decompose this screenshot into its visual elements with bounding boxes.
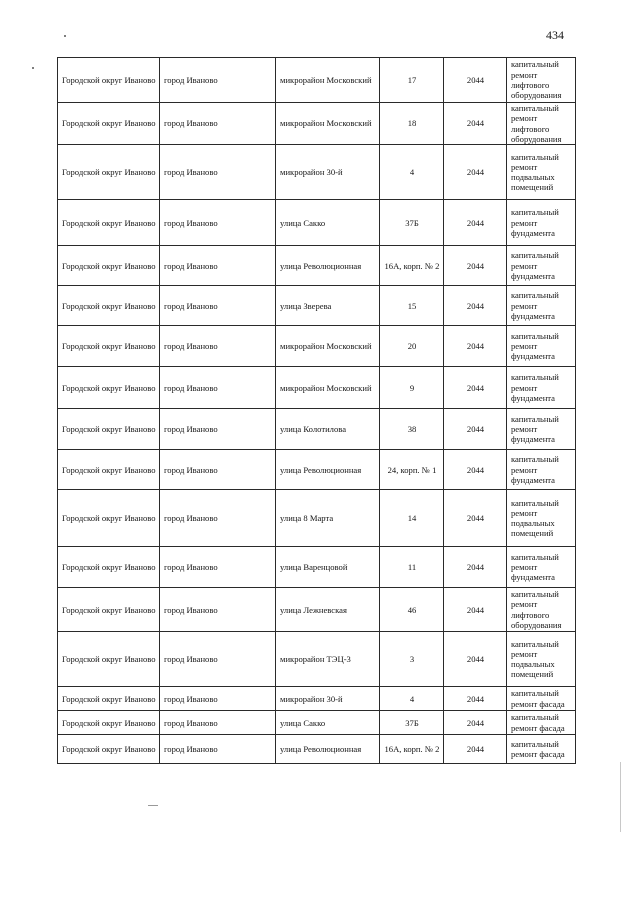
cell-city: город Иваново [160,246,276,286]
cell-city: город Иваново [160,367,276,409]
table-row [58,711,576,735]
cell-city: город Иваново [160,687,276,711]
cell-okrug: Городской округ Иваново [58,58,160,103]
cell-okrug: Городской округ Иваново [58,246,160,286]
cell-street: улица Лежневская [276,588,380,632]
cell-street: улица Зверева [276,286,380,326]
cell-work: капитальный ремонт подвальных помещений [507,145,576,200]
cell-house: 9 [380,367,444,409]
cell-house: 4 [380,145,444,200]
cell-year: 2044 [444,367,507,409]
cell-city: город Иваново [160,735,276,764]
cell-okrug: Городской округ Иваново [58,326,160,367]
table-row [58,103,576,145]
cell-house: 17 [380,58,444,103]
cell-okrug: Городской округ Иваново [58,145,160,200]
cell-work: капитальный ремонт лифтового оборудования [507,103,576,145]
cell-work: капитальный ремонт фундамента [507,246,576,286]
cell-house: 38 [380,409,444,450]
cell-year: 2044 [444,200,507,246]
cell-okrug: Городской округ Иваново [58,367,160,409]
cell-okrug: Городской округ Иваново [58,286,160,326]
table-row [58,632,576,687]
cell-okrug: Городской округ Иваново [58,632,160,687]
cell-year: 2044 [444,547,507,588]
cell-street: микрорайон 30-й [276,687,380,711]
cell-street: микрорайон 30-й [276,145,380,200]
cell-house: 18 [380,103,444,145]
cell-year: 2044 [444,450,507,490]
cell-work: капитальный ремонт фундамента [507,409,576,450]
cell-year: 2044 [444,687,507,711]
cell-street: улица Революционная [276,450,380,490]
cell-street: микрорайон Московский [276,326,380,367]
cell-house: 46 [380,588,444,632]
cell-city: город Иваново [160,547,276,588]
cell-city: город Иваново [160,711,276,735]
cell-city: город Иваново [160,145,276,200]
table-row [58,58,576,103]
cell-okrug: Городской округ Иваново [58,409,160,450]
cell-street: микрорайон Московский [276,367,380,409]
cell-house: 20 [380,326,444,367]
cell-city: город Иваново [160,588,276,632]
cell-okrug: Городской округ Иваново [58,588,160,632]
cell-year: 2044 [444,588,507,632]
table-row [58,450,576,490]
cell-house: 3 [380,632,444,687]
cell-year: 2044 [444,711,507,735]
cell-street: улица Революционная [276,246,380,286]
cell-street: микрорайон Московский [276,58,380,103]
scan-speck [32,67,34,69]
cell-street: улица Сакко [276,711,380,735]
cell-city: город Иваново [160,58,276,103]
page-number: 434 [546,28,564,42]
cell-okrug: Городской округ Иваново [58,103,160,145]
scan-edge-line [620,762,621,832]
cell-work: капитальный ремонт фундамента [507,450,576,490]
cell-house: 37Б [380,200,444,246]
cell-year: 2044 [444,409,507,450]
table-row [58,735,576,764]
cell-okrug: Городской округ Иваново [58,200,160,246]
cell-city: город Иваново [160,103,276,145]
cell-street: улица Варенцовой [276,547,380,588]
table-row [58,367,576,409]
cell-year: 2044 [444,145,507,200]
cell-street: микрорайон ТЭЦ-3 [276,632,380,687]
cell-city: город Иваново [160,326,276,367]
cell-house: 16А, корп. № 2 [380,735,444,764]
scan-mark [148,805,158,806]
cell-city: город Иваново [160,450,276,490]
cell-street: улица Колотилова [276,409,380,450]
cell-house: 11 [380,547,444,588]
cell-house: 37Б [380,711,444,735]
cell-street: улица Революционная [276,735,380,764]
cell-work: капитальный ремонт фундамента [507,367,576,409]
cell-work: капитальный ремонт подвальных помещений [507,632,576,687]
cell-work: капитальный ремонт лифтового оборудования [507,58,576,103]
cell-okrug: Городской округ Иваново [58,547,160,588]
cell-okrug: Городской округ Иваново [58,687,160,711]
cell-year: 2044 [444,286,507,326]
table-row [58,588,576,632]
repair-schedule-table [57,57,576,764]
scan-speck [64,35,66,37]
table-row [58,200,576,246]
cell-house: 15 [380,286,444,326]
table-row [58,145,576,200]
cell-city: город Иваново [160,632,276,687]
cell-work: капитальный ремонт подвальных помещений [507,490,576,547]
table-row [58,326,576,367]
cell-work: капитальный ремонт фундамента [507,326,576,367]
cell-house: 14 [380,490,444,547]
cell-work: капитальный ремонт фасада [507,711,576,735]
cell-work: капитальный ремонт фасада [507,687,576,711]
cell-okrug: Городской округ Иваново [58,450,160,490]
cell-year: 2044 [444,246,507,286]
table-row [58,286,576,326]
cell-year: 2044 [444,103,507,145]
cell-okrug: Городской округ Иваново [58,711,160,735]
cell-house: 16А, корп. № 2 [380,246,444,286]
cell-work: капитальный ремонт лифтового оборудования [507,588,576,632]
cell-year: 2044 [444,632,507,687]
cell-year: 2044 [444,490,507,547]
cell-city: город Иваново [160,490,276,547]
cell-city: город Иваново [160,200,276,246]
cell-okrug: Городской округ Иваново [58,490,160,547]
cell-year: 2044 [444,735,507,764]
cell-street: улица Сакко [276,200,380,246]
cell-work: капитальный ремонт фасада [507,735,576,764]
cell-city: город Иваново [160,409,276,450]
cell-year: 2044 [444,58,507,103]
cell-house: 4 [380,687,444,711]
table-row [58,687,576,711]
cell-street: микрорайон Московский [276,103,380,145]
cell-house: 24, корп. № 1 [380,450,444,490]
table-row [58,490,576,547]
cell-work: капитальный ремонт фундамента [507,200,576,246]
cell-work: капитальный ремонт фундамента [507,547,576,588]
cell-year: 2044 [444,326,507,367]
cell-city: город Иваново [160,286,276,326]
table-body [58,58,576,764]
cell-work: капитальный ремонт фундамента [507,286,576,326]
table-row [58,246,576,286]
table-row [58,547,576,588]
table-row [58,409,576,450]
cell-okrug: Городской округ Иваново [58,735,160,764]
cell-street: улица 8 Марта [276,490,380,547]
